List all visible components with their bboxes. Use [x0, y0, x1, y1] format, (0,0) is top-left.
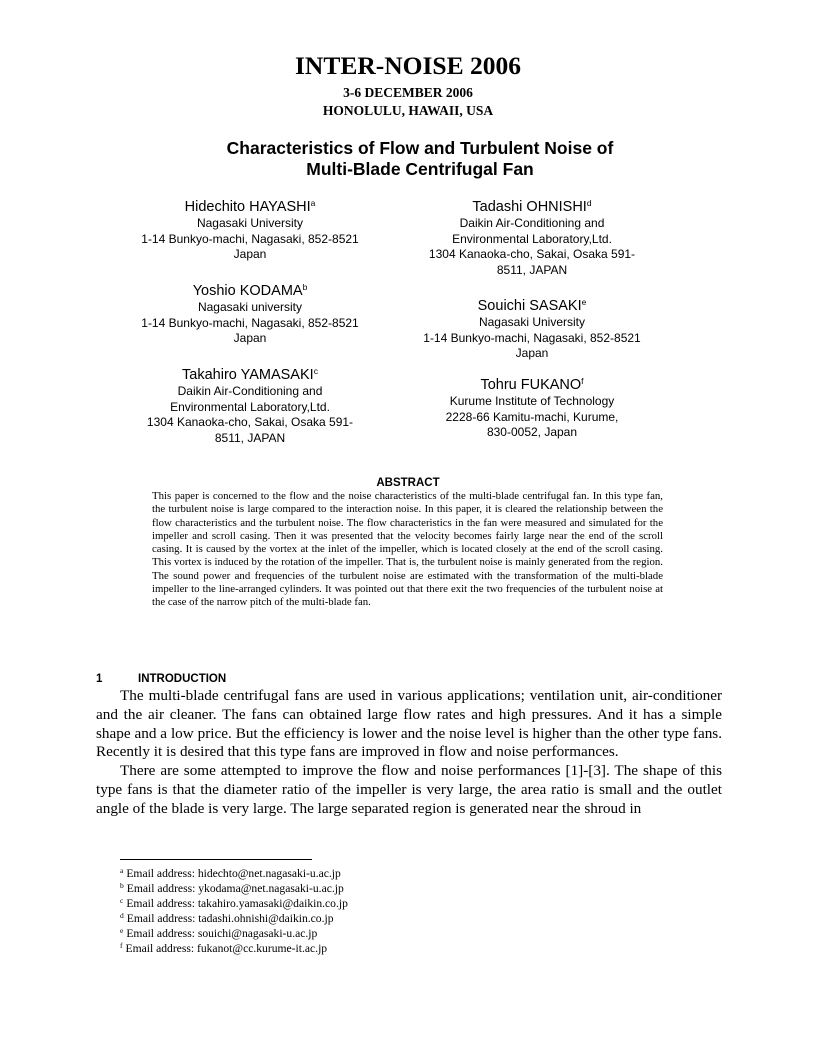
author-name: Hidechito HAYASHI$^a$	[184, 198, 316, 215]
footnote	[120, 896, 520, 911]
author-country: Japan	[233, 331, 267, 345]
author-address: 8511, JAPAN	[214, 430, 286, 445]
footnote-mark: e	[120, 926, 124, 935]
author-name: Souichi SASAKI$^e$	[477, 297, 587, 314]
author-address: 1-14 Bunkyo-machi, Nagasaki, 852-8521	[423, 330, 641, 345]
author-address: 8511, JAPAN	[496, 262, 568, 277]
author-affiliation: Nagasaki University	[196, 216, 304, 230]
conference-title: INTER-NOISE 2006	[294, 51, 521, 80]
footnote	[120, 926, 520, 941]
paragraph: There are some attempted to improve the flow and noise performances [1]-[3]. The shape of this type fans is that the diameter ratio of the impeller is very large, the area ratio is small and the outlet angle of the blade is very large. The large separated region is generated near the shroud in	[96, 762, 722, 817]
author-country: Japan	[233, 247, 267, 261]
author-footnote-mark: d	[586, 198, 592, 208]
author-affiliation: Nagasaki University	[478, 315, 586, 329]
paragraph: The multi-blade centrifugal fans are used in various applications; ventilation unit, air-conditioner and the air cleaner. The fans can obtained large flow rates and high pressures. And it has a simple shape and a low price. But the efficiency is lower and the noise level is higher than the other type fans. Recently it is desired that this type fans are improved in flow and noise performances.	[96, 687, 722, 761]
conference-date: 3-6 DECEMBER 2006	[343, 85, 473, 100]
author-block	[404, 376, 660, 441]
author-affiliation: Nagasaki university	[197, 300, 303, 314]
footnote-text: Email address: ykodama@net.nagasaki-u.ac.jp	[126, 882, 344, 895]
author-name: Takahiro YAMASAKI$^c$	[182, 366, 318, 383]
abstract-heading: ABSTRACT	[376, 477, 440, 489]
abstract-text: This paper is concerned to the flow and the noise characteristics of the multi-blade centrifugal fan. In this type fan, the turbulent noise is large compared to the interaction noise. In this paper, it is cleared the relationship between the flow characteristics and the turbulent noise. The flow characteristics in the fan were measured and simulated for the impeller and scroll casing. Then it was presented that the velocity becomes fairly large near the end of the scroll casing. It is caused by the vortex at the inlet of the impeller, which is located closely at the end of the scroll casing. This vortex is induced by the rotation of the impeller. That is, the turbulent noise is mainly generated from the region. The sound power and frequencies of the turbulent noise are estimated with the transformation of the multi-blade impeller to the line-arranged cylinders. It was pointed out that there exit the two frequencies of the turbulent noise at the case of the narrow pitch of the multi-blade fan.	[152, 490, 663, 609]
author-address: 1304 Kanaoka-cho, Sakai, Osaka 591-	[146, 415, 354, 429]
author-affiliation: Daikin Air-Conditioning and	[177, 384, 323, 398]
footnote-text: Email address: hidechto@net.nagasaki-u.ac.jp	[126, 867, 341, 880]
footnote-mark: d	[120, 911, 124, 920]
author-footnote-mark: f	[581, 376, 584, 386]
footnote-text: Email address: souichi@nagasaki-u.ac.jp	[126, 927, 318, 940]
author-footnote-mark: c	[313, 366, 318, 376]
footnote-text: Email address: takahiro.yamasaki@daikin.co.jp	[126, 897, 348, 910]
footnote-mark: c	[120, 896, 124, 905]
author-name: Tohru FUKANO$^f$	[480, 376, 584, 393]
section-body	[96, 687, 722, 819]
author-footnote-mark: a	[310, 198, 316, 208]
author-affiliation: Daikin Air-Conditioning and	[459, 216, 605, 230]
paper-title-line-2: Multi-Blade Centrifugal Fan	[306, 159, 534, 179]
footnote-text: Email address: tadashi.ohnishi@daikin.co.jp	[126, 912, 334, 925]
author-address: 1304 Kanaoka-cho, Sakai, Osaka 591-	[428, 247, 636, 261]
author-affiliation: Kurume Institute of Technology	[449, 394, 615, 408]
section-title: INTRODUCTION	[138, 673, 227, 685]
section-number: 1	[96, 673, 103, 685]
author-affiliation: Environmental Laboratory,Ltd.	[452, 231, 612, 246]
footnote	[120, 881, 520, 896]
footnote-text: Email address: fukanot@cc.kurume-it.ac.jp	[125, 942, 328, 955]
author-name: Yoshio KODAMA$^b$	[192, 282, 308, 299]
author-block	[404, 198, 660, 278]
author-block	[404, 297, 660, 362]
author-block	[112, 282, 388, 347]
footnotes	[120, 866, 520, 956]
author-footnote-mark: e	[581, 297, 587, 307]
author-affiliation: Environmental Laboratory,Ltd.	[170, 399, 330, 414]
author-name: Tadashi OHNISHI$^d$	[472, 198, 592, 215]
section-heading	[96, 672, 226, 686]
author-address: 1-14 Bunkyo-machi, Nagasaki, 852-8521	[141, 231, 359, 246]
paper-title	[170, 138, 670, 180]
author-footnote-mark: b	[302, 282, 308, 292]
conference-place: HONOLULU, HAWAII, USA	[322, 103, 494, 118]
footnote-mark: b	[120, 881, 124, 890]
footnote-mark: f	[120, 941, 123, 950]
footnote	[120, 941, 520, 956]
author-address: 830-0052, Japan	[486, 425, 578, 439]
footnote	[120, 911, 520, 926]
author-country: Japan	[515, 346, 549, 360]
paper-title-line-1: Characteristics of Flow and Turbulent Noise of	[226, 138, 614, 158]
footnote-mark: a	[120, 866, 124, 875]
author-address: 1-14 Bunkyo-machi, Nagasaki, 852-8521	[141, 315, 359, 330]
author-address: 2228-66 Kamitu-machi, Kurume,	[445, 409, 619, 424]
author-block	[112, 198, 388, 263]
footnote	[120, 866, 520, 881]
footnote-divider	[120, 859, 312, 860]
author-block	[112, 366, 388, 446]
